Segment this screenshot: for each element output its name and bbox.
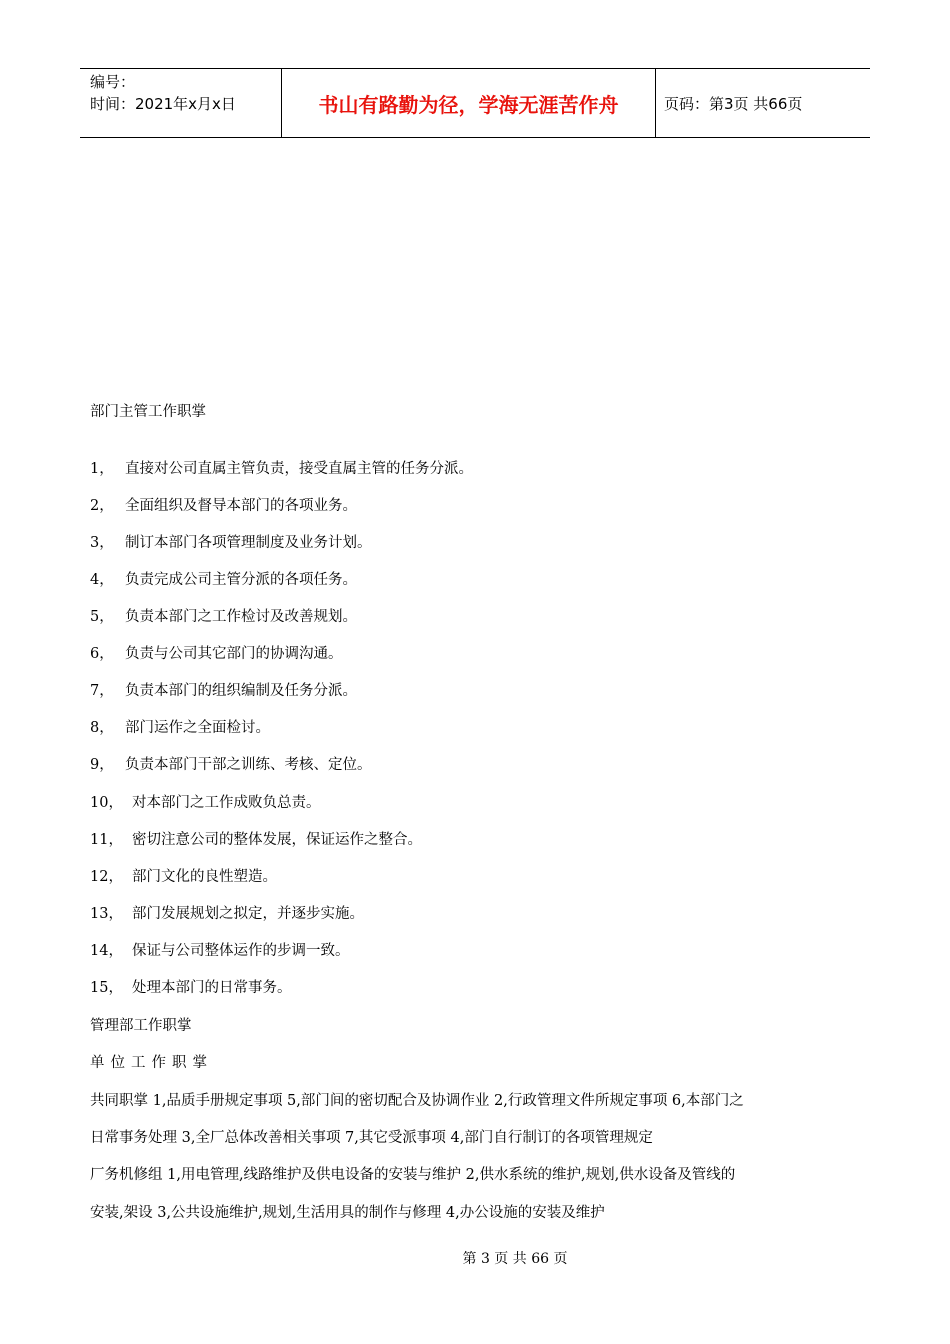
section-title: 部门主管工作职掌 bbox=[90, 404, 206, 420]
page-footer: 第 3 页 共 66 页 bbox=[462, 1251, 568, 1267]
paragraph-line: 共同职掌 1,品质手册规定事项 5,部门间的密切配合及协调作业 2,行政管理文件所规定事项 6,本部门之 bbox=[90, 1093, 744, 1109]
paragraph-line: 安装,架设 3,公共设施维护,规划,生活用具的制作与修理 4,办公设施的安装及维护 bbox=[90, 1205, 605, 1221]
header-motto: 书山有路勤为径，学海无涯苦作舟 bbox=[282, 69, 656, 137]
list-item: 13， 部门发展规划之拟定，并逐步实施。 bbox=[90, 906, 364, 922]
time-label: 时间：2021年x月x日 bbox=[90, 95, 236, 113]
list-item: 8， 部门运作之全面检讨。 bbox=[90, 720, 270, 736]
number-label: 编号： bbox=[90, 73, 136, 91]
page-header bbox=[80, 68, 870, 138]
list-item: 1， 直接对公司直属主管负责，接受直属主管的任务分派。 bbox=[90, 461, 473, 477]
list-item: 3， 制订本部门各项管理制度及业务计划。 bbox=[90, 535, 372, 551]
list-item: 5， 负责本部门之工作检讨及改善规划。 bbox=[90, 609, 357, 625]
unit-title: 单位工作职掌 bbox=[90, 1055, 213, 1071]
header-page-info: 页码：第3页 共66页 bbox=[664, 94, 803, 113]
list-item: 2， 全面组织及督导本部门的各项业务。 bbox=[90, 498, 357, 514]
section-title: 管理部工作职掌 bbox=[90, 1018, 192, 1034]
paragraph-line: 日常事务处理 3,全厂总体改善相关事项 7,其它受派事项 4,部门自行制订的各项管理规定 bbox=[90, 1130, 653, 1146]
list-item: 9， 负责本部门干部之训练、考核、定位。 bbox=[90, 757, 372, 773]
list-item: 6， 负责与公司其它部门的协调沟通。 bbox=[90, 646, 343, 662]
list-item: 14， 保证与公司整体运作的步调一致。 bbox=[90, 943, 350, 959]
paragraph-line: 厂务机修组 1,用电管理,线路维护及供电设备的安装与维护 2,供水系统的维护,规划,供水设备及管线的 bbox=[90, 1167, 736, 1183]
list-item: 12， 部门文化的良性塑造。 bbox=[90, 869, 277, 885]
list-item: 10， 对本部门之工作成败负总责。 bbox=[90, 795, 321, 811]
list-item: 4， 负责完成公司主管分派的各项任务。 bbox=[90, 572, 357, 588]
list-item: 15， 处理本部门的日常事务。 bbox=[90, 980, 292, 996]
list-item: 11， 密切注意公司的整体发展，保证运作之整合。 bbox=[90, 832, 422, 848]
list-item: 7， 负责本部门的组织编制及任务分派。 bbox=[90, 683, 357, 699]
header-meta bbox=[80, 69, 282, 137]
